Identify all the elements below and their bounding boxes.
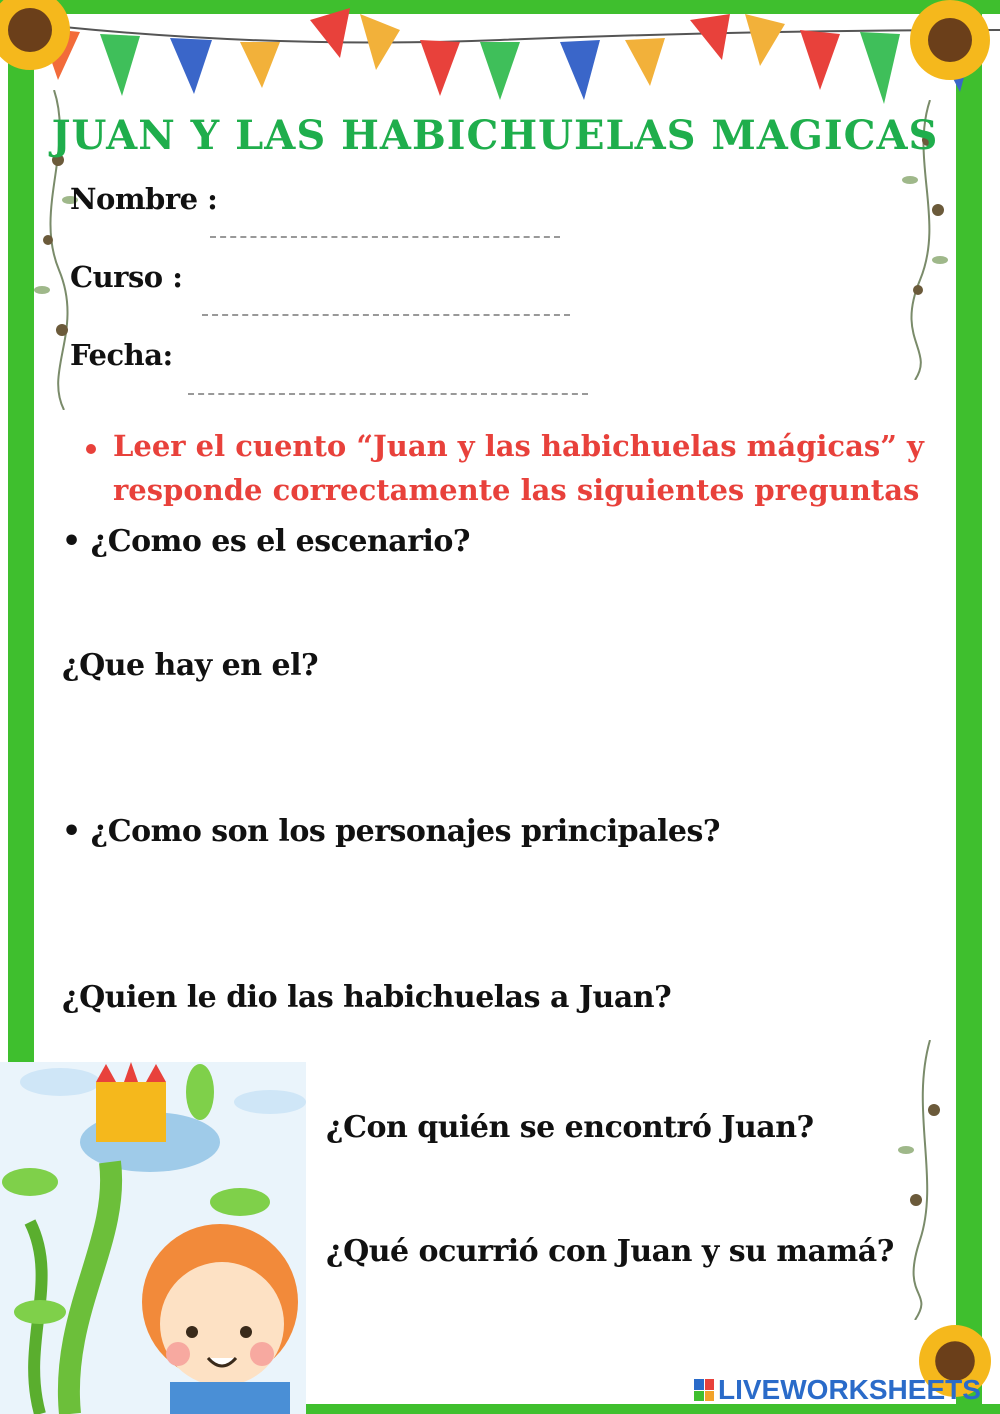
bunting-flags-decoration <box>0 0 1000 110</box>
instruction-list <box>80 424 953 512</box>
question-5: ¿Con quién se encontró Juan? <box>326 1110 814 1145</box>
liveworksheets-logo <box>694 1374 981 1406</box>
name-answer-line[interactable] <box>210 236 560 238</box>
date-label: Fecha: <box>70 338 173 372</box>
course-answer-line[interactable] <box>202 314 570 316</box>
question-4: ¿Quien le dio las habichuelas a Juan? <box>62 980 672 1015</box>
bullet-icon <box>86 444 96 454</box>
brand-text: LIVEWORKSHEETS <box>718 1374 981 1405</box>
worksheet-title: JUAN Y LAS HABICHUELAS MAGICAS <box>51 112 939 159</box>
question-1: • ¿Como es el escenario? <box>62 524 470 559</box>
question-3: • ¿Como son los personajes principales? <box>62 814 720 849</box>
course-label: Curso : <box>70 260 183 294</box>
instruction-text: Leer el cuento “Juan y las habichuelas mágicas” y responde correctamente las siguientes preguntas <box>113 429 924 507</box>
sunflower-icon <box>0 0 80 80</box>
date-answer-line[interactable] <box>188 393 588 395</box>
liveworksheets-icon <box>694 1379 714 1401</box>
sunflower-icon <box>900 0 1000 90</box>
question-2: ¿Que hay en el? <box>62 648 319 683</box>
vine-decoration-bottom-right <box>880 1040 950 1320</box>
name-label: Nombre : <box>70 182 218 216</box>
question-6: ¿Qué ocurrió con Juan y su mamá? <box>326 1234 894 1269</box>
juan-beanstalk-illustration <box>0 1062 306 1414</box>
frame-right-border <box>956 0 982 1414</box>
